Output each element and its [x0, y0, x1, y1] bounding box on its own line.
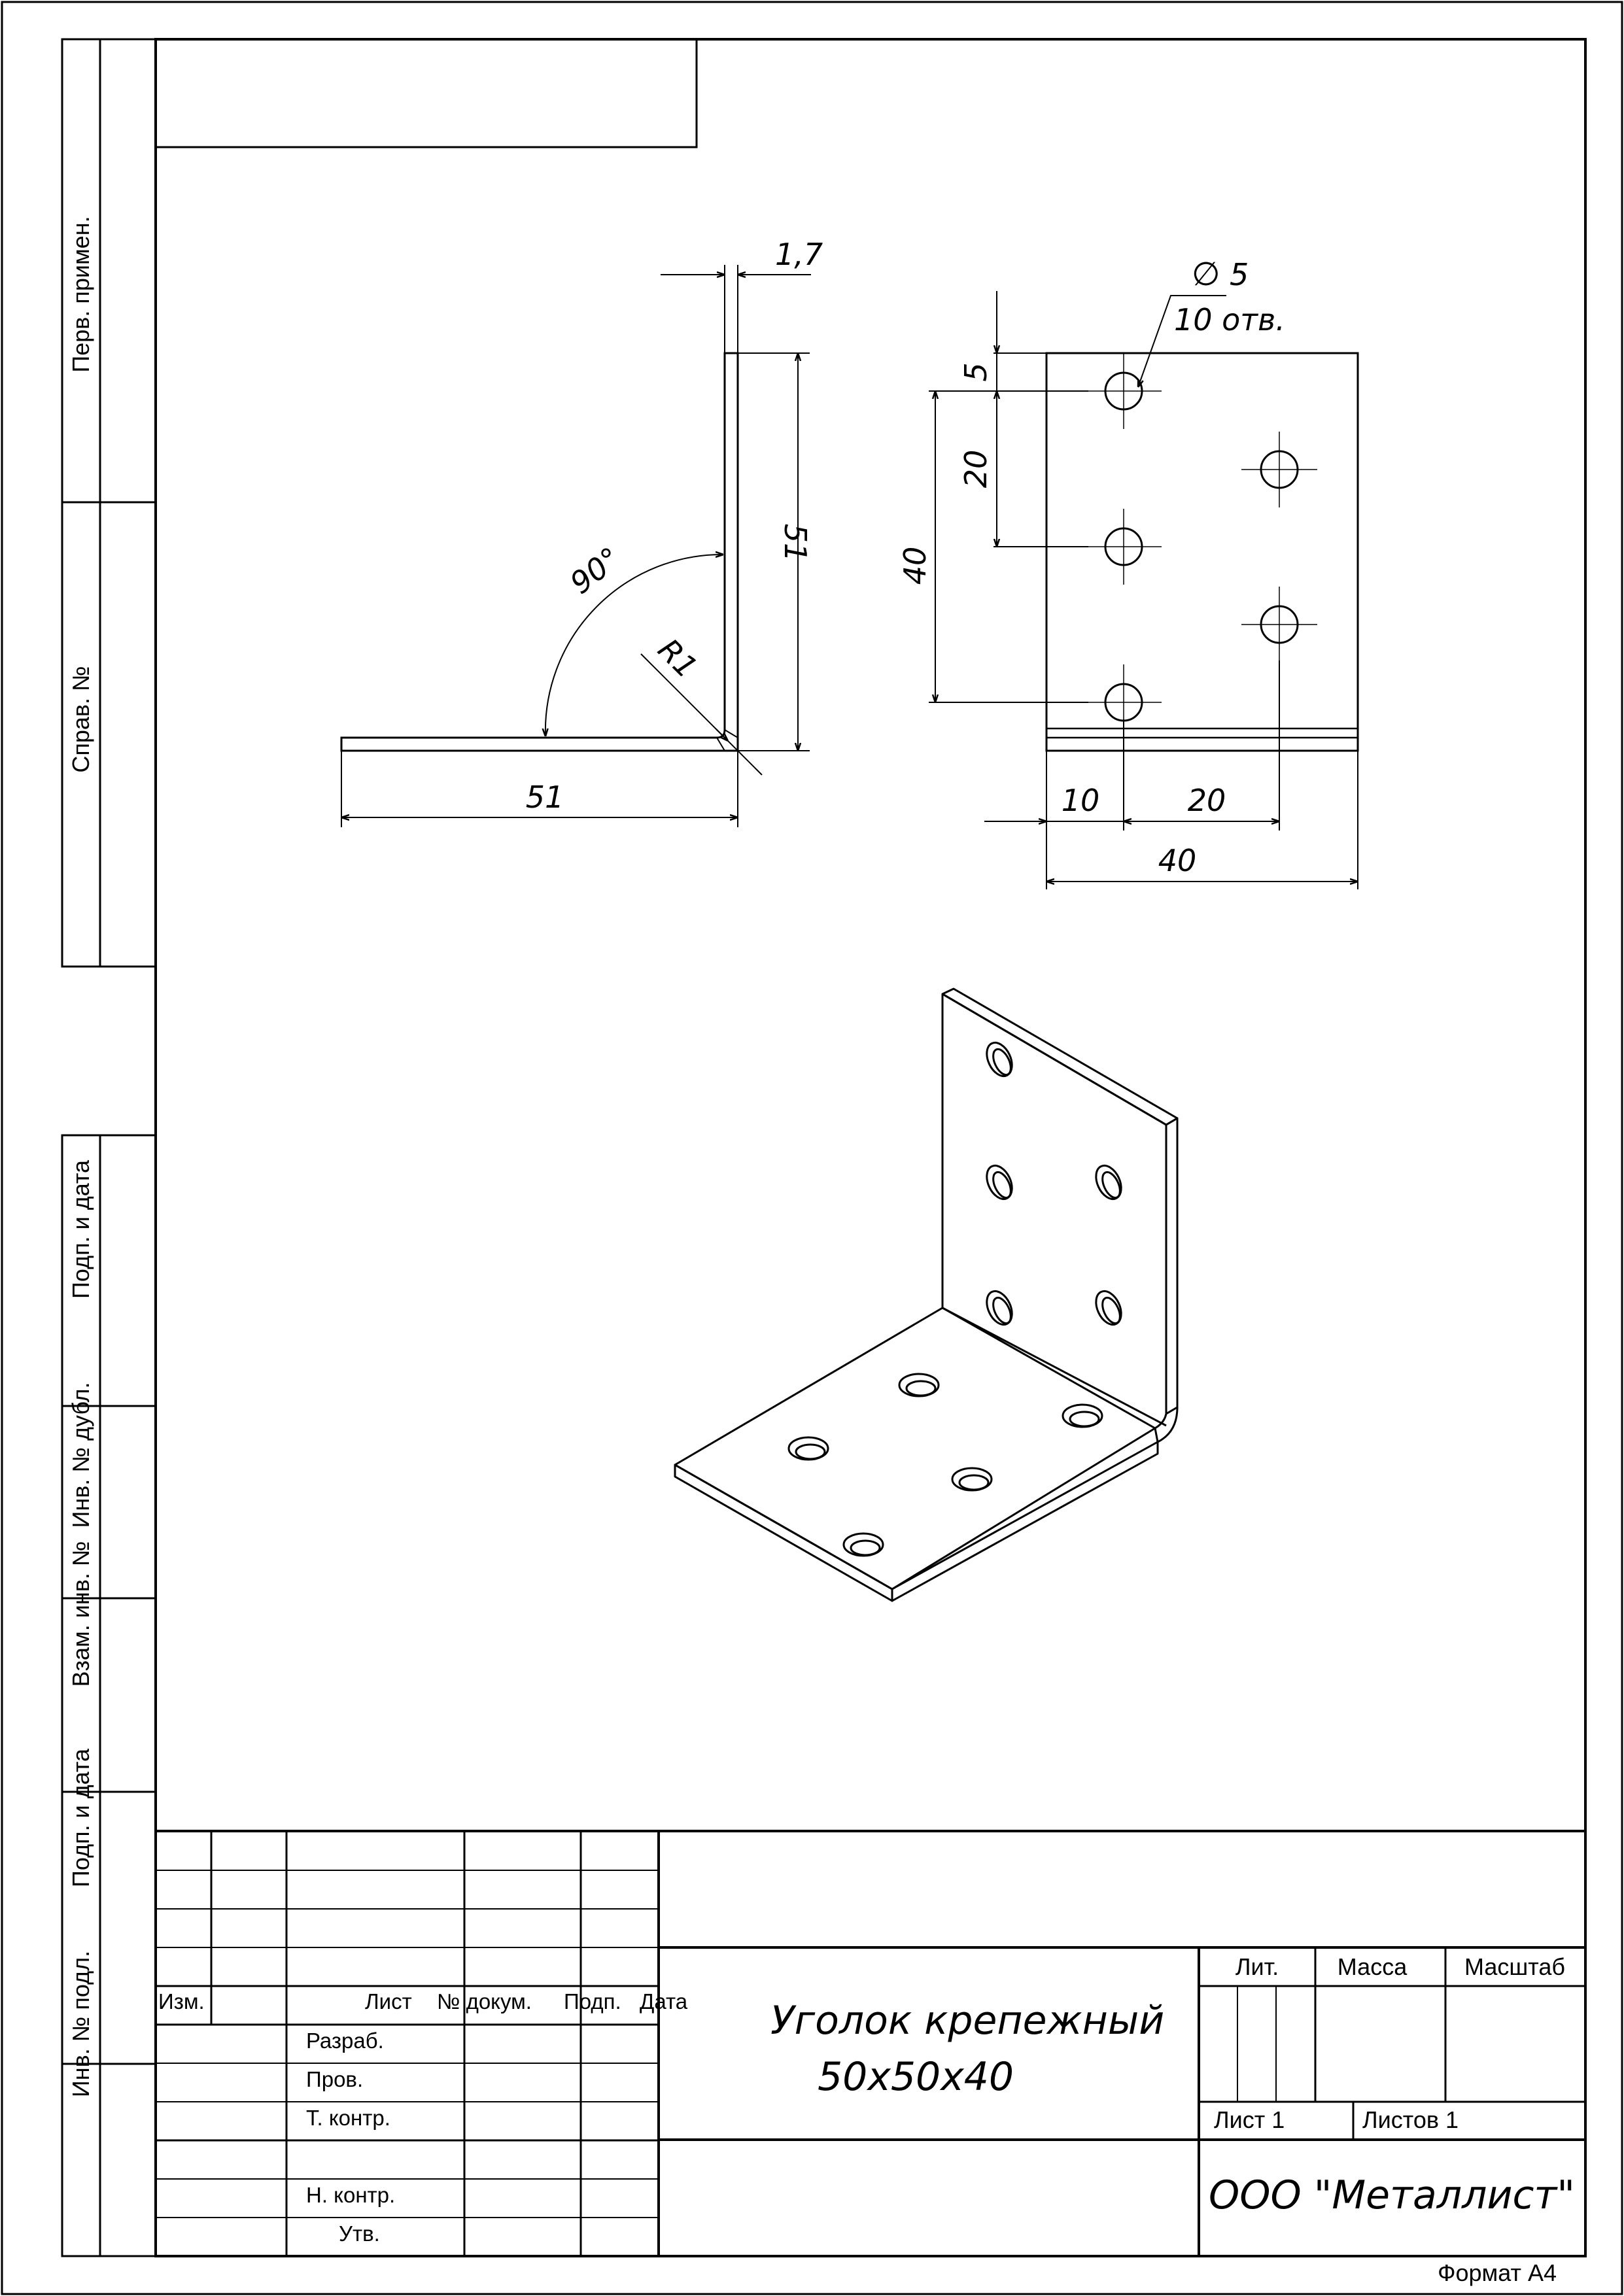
tb-col-list: Лист	[365, 1989, 412, 2013]
iso-hole	[1091, 1161, 1126, 1203]
dim-hole-pitch-v: 20	[958, 449, 993, 488]
tb-masshtab: Масштаб	[1464, 1953, 1566, 1980]
dim-width-left: 51	[525, 780, 564, 815]
outer-border	[2, 2, 1622, 2294]
dim-left-offset: 10	[1061, 783, 1100, 818]
dim-hole-count: 10 отв.	[1174, 302, 1285, 337]
part-title: Уголок крепежный	[770, 1998, 1165, 2044]
tb-sheet-number: Лист 1	[1214, 2106, 1285, 2133]
tb-utv: Утв.	[339, 2221, 380, 2246]
side-label-inv-dubl: Инв. № дубл.	[67, 1382, 94, 1528]
tb-prov: Пров.	[306, 2067, 364, 2091]
part-size: 50х50х40	[818, 2054, 1014, 2100]
isometric-holes	[789, 1038, 1126, 1556]
dim-thickness: 1,7	[775, 237, 823, 272]
iso-hole	[982, 1161, 1017, 1203]
iso-hole	[952, 1468, 992, 1490]
iso-hole	[982, 1038, 1017, 1080]
dim-hole-diameter: 5	[1230, 257, 1249, 292]
dim-height-left: 51	[778, 523, 813, 562]
tb-n-kontr: Н. контр.	[306, 2183, 396, 2207]
tb-sheet-count: Листов 1	[1362, 2106, 1459, 2133]
dim-width-right: 40	[1158, 843, 1197, 878]
hole-pattern	[1086, 353, 1317, 740]
side-label-podp-data-bottom: Подп. и дата	[67, 1748, 94, 1888]
profile-view	[341, 265, 811, 827]
drawing-frame	[156, 39, 1585, 2256]
hole	[1086, 509, 1162, 585]
side-label-podp-data-top: Подп. и дата	[67, 1159, 94, 1299]
iso-hole	[982, 1287, 1017, 1328]
dim-diameter-symbol: ∅	[1192, 255, 1220, 293]
iso-hole	[1091, 1287, 1126, 1328]
dim-top-offset: 5	[958, 362, 993, 382]
tb-razrab: Разраб.	[306, 2029, 384, 2053]
tb-col-data: Дата	[640, 1989, 688, 2013]
hole	[1241, 432, 1317, 507]
side-label-perv-primen: Перв. примен.	[67, 216, 94, 373]
dim-angle: 90°	[563, 540, 627, 601]
tb-t-kontr: Т. контр.	[306, 2106, 390, 2130]
hole	[1241, 587, 1317, 662]
tb-col-dokum: № докум.	[437, 1989, 532, 2013]
dim-hole-span-v: 40	[897, 546, 933, 585]
top-left-stamp-box	[156, 39, 697, 147]
tb-col-podp: Подп.	[564, 1989, 621, 2013]
side-label-sprav-no: Справ. №	[67, 666, 94, 773]
tb-massa: Масса	[1337, 1953, 1408, 1980]
iso-hole	[844, 1534, 883, 1556]
iso-hole	[899, 1374, 939, 1396]
isometric-view	[675, 989, 1177, 1601]
iso-hole	[1063, 1405, 1102, 1427]
format-label: Формат А4	[1438, 2259, 1557, 2286]
dim-hole-pitch-h: 20	[1187, 783, 1226, 818]
hole	[1086, 353, 1162, 429]
side-label-inv-podl: Инв. № подл.	[67, 1950, 94, 2098]
side-label-vzam-inv: Взам. инв. №	[67, 1541, 94, 1687]
tb-col-izm: Изм.	[158, 1989, 205, 2013]
tb-lit: Лит.	[1235, 1953, 1279, 1980]
company-name: ООО "Металлист"	[1209, 2172, 1575, 2218]
iso-hole	[789, 1437, 828, 1460]
dim-radius: R1	[651, 631, 705, 685]
